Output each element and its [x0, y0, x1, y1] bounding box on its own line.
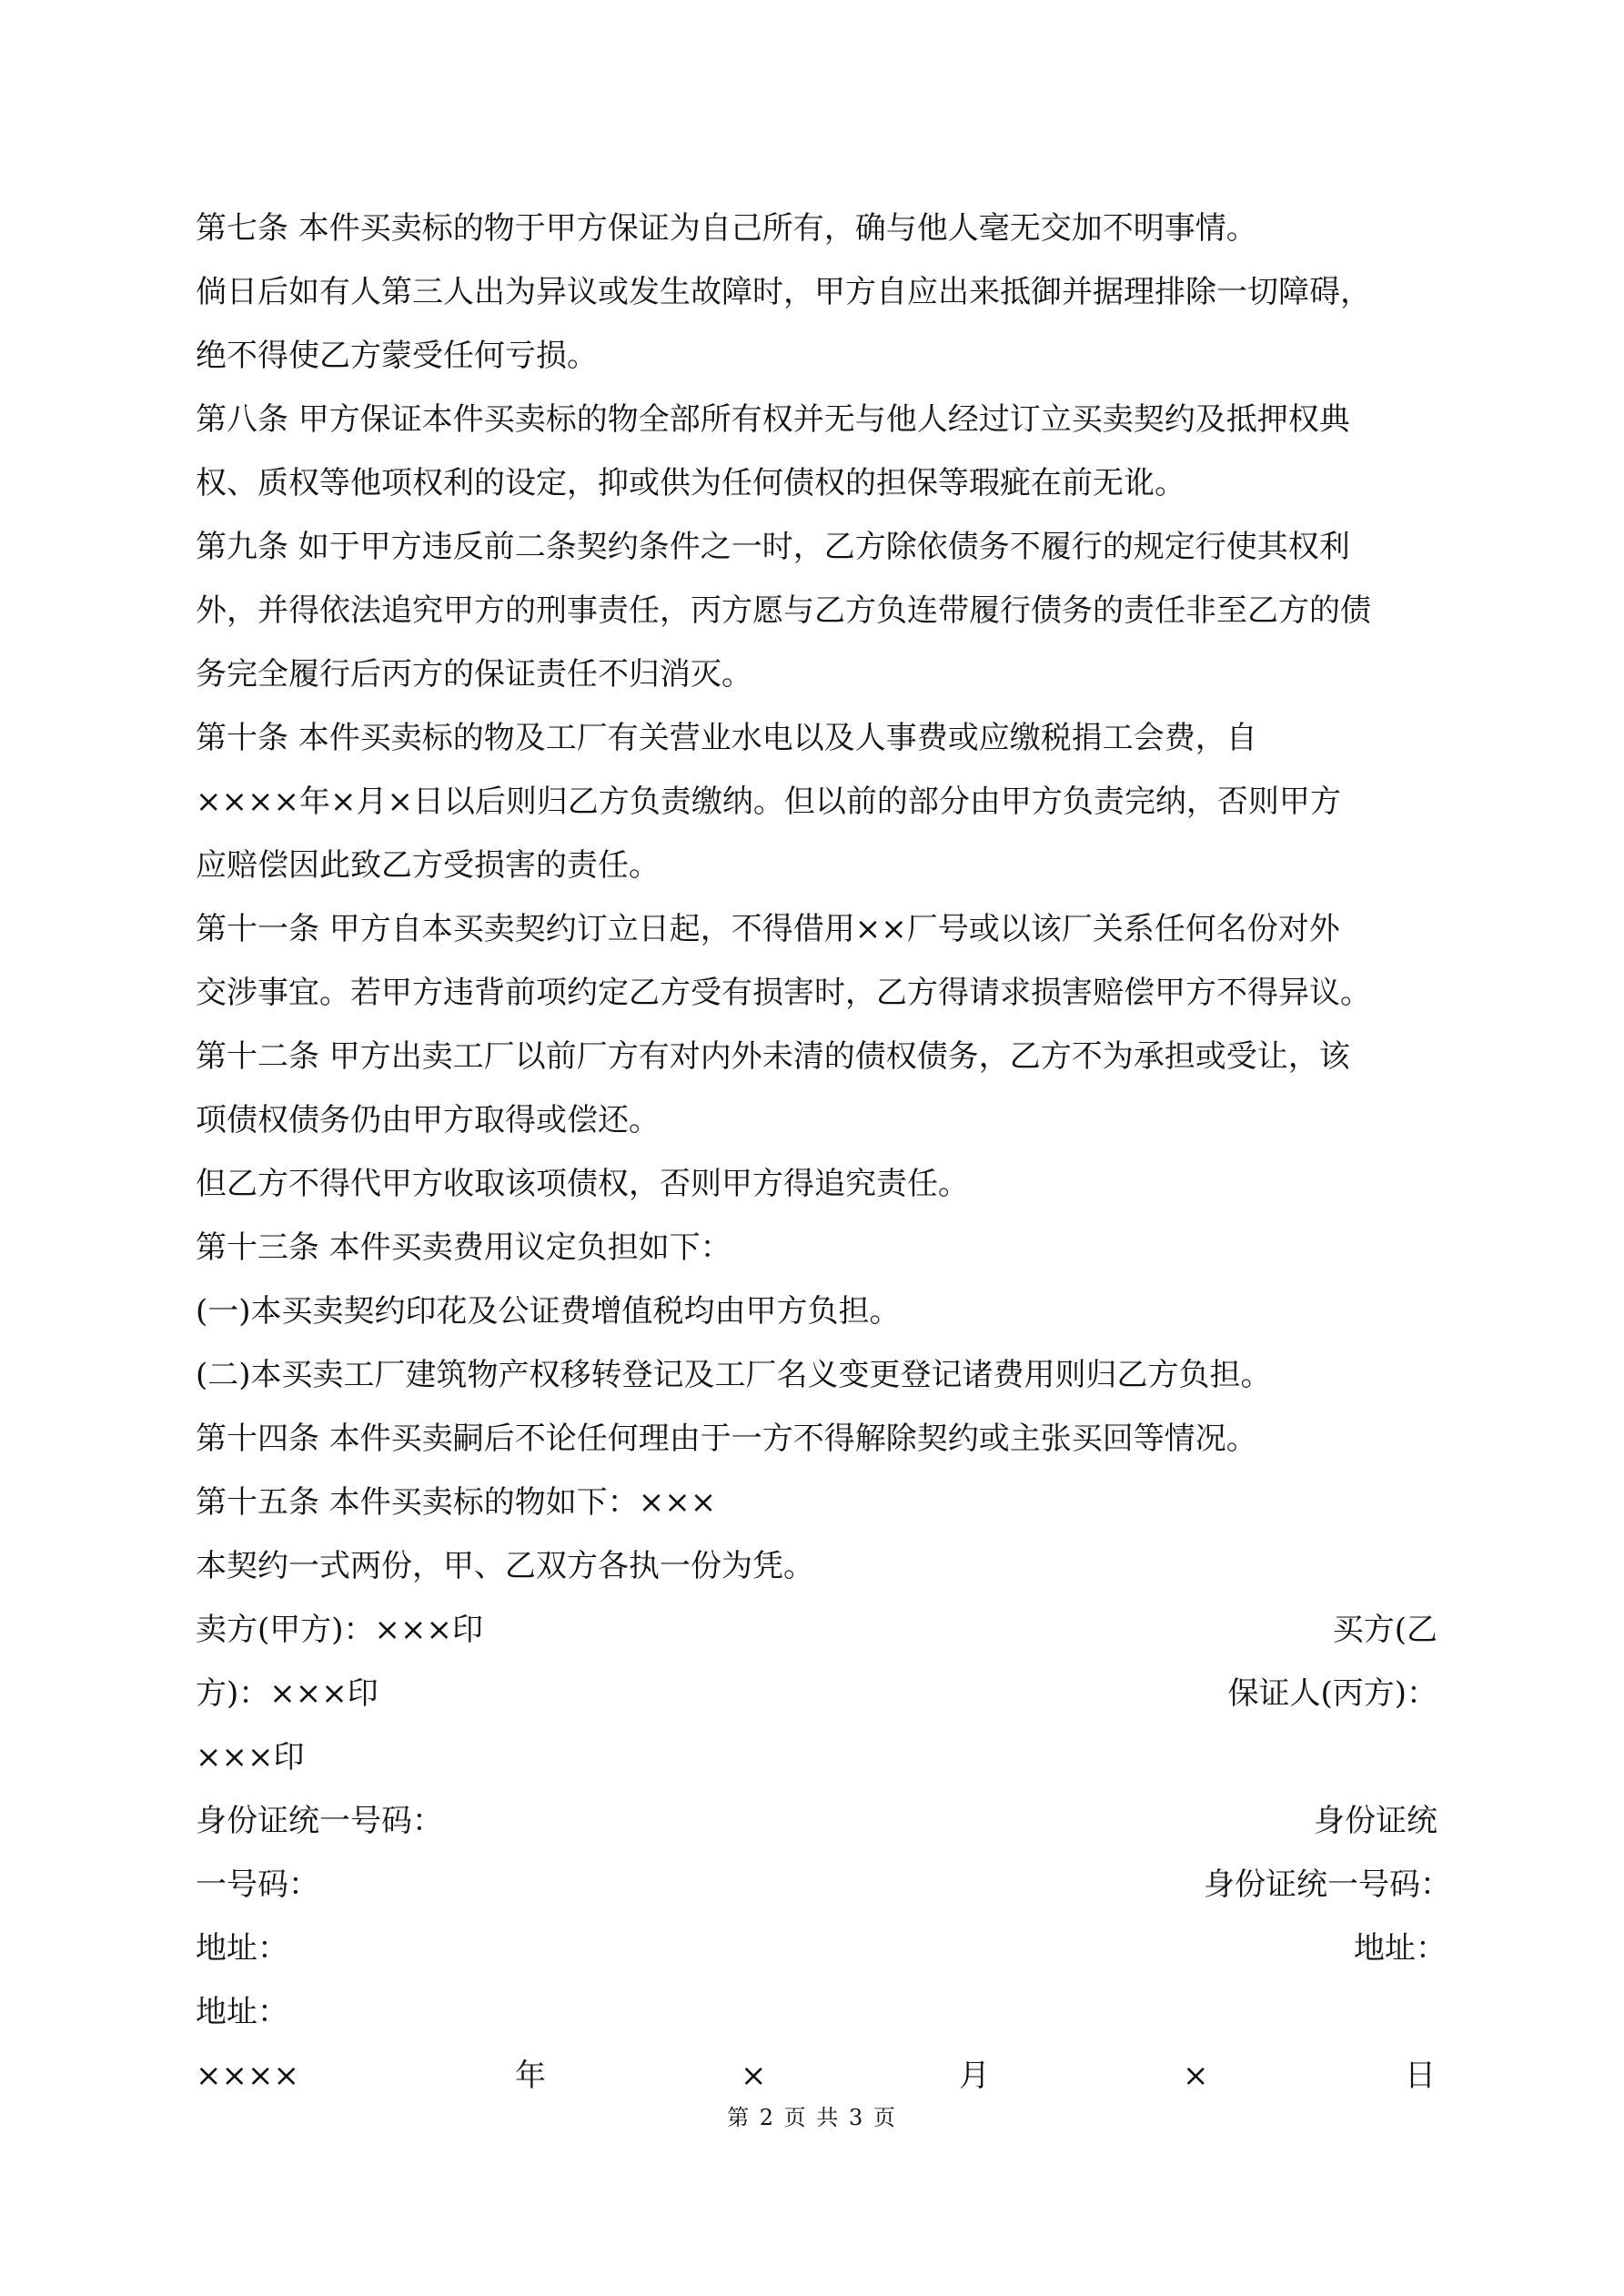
article-12-line-2: 项债权债务仍由甲方取得或偿还。 — [196, 1102, 660, 1138]
buyer-signature-label-part2: 方)：×××印 — [196, 1675, 378, 1712]
article-9-line-1: 第九条 如于甲方违反前二条契约条件之一时，乙方除依债务不履行的规定行使其权利 — [196, 529, 1350, 565]
date-day-label: 日 — [1405, 2058, 1436, 2094]
article-11-line-2: 交涉事宜。若甲方违背前项约定乙方受有损害时，乙方得请求损害赔偿甲方不得异议。 — [196, 975, 1371, 1011]
buyer-signature-label-part1: 买方(乙 — [1332, 1612, 1437, 1648]
seller-id-number-label: 身份证统一号码： — [196, 1803, 443, 1839]
date-month-value: × — [741, 2058, 767, 2094]
article-10-line-1: 第十条 本件买卖标的物及工厂有关营业水电以及人事费或应缴税捐工会费，自 — [196, 720, 1257, 756]
seller-signature-label: 卖方(甲方)：×××印 — [196, 1612, 483, 1648]
article-13-heading: 第十三条 本件买卖费用议定负担如下： — [196, 1229, 731, 1266]
article-7-line-2: 倘日后如有人第三人出为异议或发生故障时，甲方自应出来抵御并据理排除一切障碍， — [196, 274, 1371, 310]
date-month-label: 月 — [959, 2058, 990, 2094]
article-12-line-3: 但乙方不得代甲方收取该项债权，否则甲方得追究责任。 — [196, 1166, 969, 1202]
seller-address-label: 地址： — [196, 1930, 288, 1967]
guarantor-address-label: 地址： — [196, 1994, 288, 2030]
article-7-line-3: 绝不得使乙方蒙受任何亏损。 — [196, 338, 598, 374]
date-year-value: ×××× — [196, 2058, 299, 2094]
article-10-line-3: 应赔偿因此致乙方受损害的责任。 — [196, 847, 660, 884]
date-day-value: × — [1183, 2058, 1209, 2094]
copies-statement: 本契约一式两份，甲、乙双方各执一份为凭。 — [196, 1548, 814, 1584]
buyer-address-label: 地址： — [1354, 1930, 1447, 1967]
buyer-id-number-label-part1: 身份证统 — [1314, 1803, 1437, 1839]
article-11-line-1: 第十一条 甲方自本买卖契约订立日起，不得借用××厂号或以该厂关系任何名份对外 — [196, 911, 1340, 947]
guarantor-id-number-label: 身份证统一号码： — [1204, 1866, 1451, 1903]
article-12-line-1: 第十二条 甲方出卖工厂以前厂方有对内外未清的债权债务，乙方不为承担或受让，该 — [196, 1038, 1350, 1075]
guarantor-signature-label: 保证人(丙方)： — [1227, 1675, 1437, 1712]
buyer-id-number-label-part2: 一号码： — [196, 1866, 319, 1903]
article-8-line-2: 权、质权等他项权利的设定，抑或供为任何债权的担保等瑕疵在前无讹。 — [196, 465, 1185, 501]
article-10-line-2: ××××年×月×日以后则归乙方负责缴纳。但以前的部分由甲方负责完纳，否则甲方 — [196, 784, 1341, 820]
article-13-item-1: (一)本买卖契约印花及公证费增值税均由甲方负担。 — [196, 1293, 901, 1330]
page-number-footer: 第 2 页 共 3 页 — [727, 2105, 897, 2130]
article-9-line-3: 务完全履行后丙方的保证责任不归消灭。 — [196, 656, 752, 693]
article-9-line-2: 外，并得依法追究甲方的刑事责任，丙方愿与乙方负连带履行债务的责任非至乙方的债 — [196, 592, 1371, 629]
article-15-line: 第十五条 本件买卖标的物如下：××× — [196, 1484, 717, 1521]
date-year-label: 年 — [515, 2058, 546, 2094]
guarantor-seal: ×××印 — [196, 1739, 305, 1775]
article-7-line-1: 第七条 本件买卖标的物于甲方保证为自己所有，确与他人毫无交加不明事情。 — [196, 210, 1257, 247]
article-8-line-1: 第八条 甲方保证本件买卖标的物全部所有权并无与他人经过订立买卖契约及抵押权典 — [196, 401, 1350, 438]
article-14-line: 第十四条 本件买卖嗣后不论任何理由于一方不得解除契约或主张买回等情况。 — [196, 1421, 1257, 1457]
article-13-item-2: (二)本买卖工厂建筑物产权移转登记及工厂名义变更登记诸费用则归乙方负担。 — [196, 1357, 1272, 1393]
